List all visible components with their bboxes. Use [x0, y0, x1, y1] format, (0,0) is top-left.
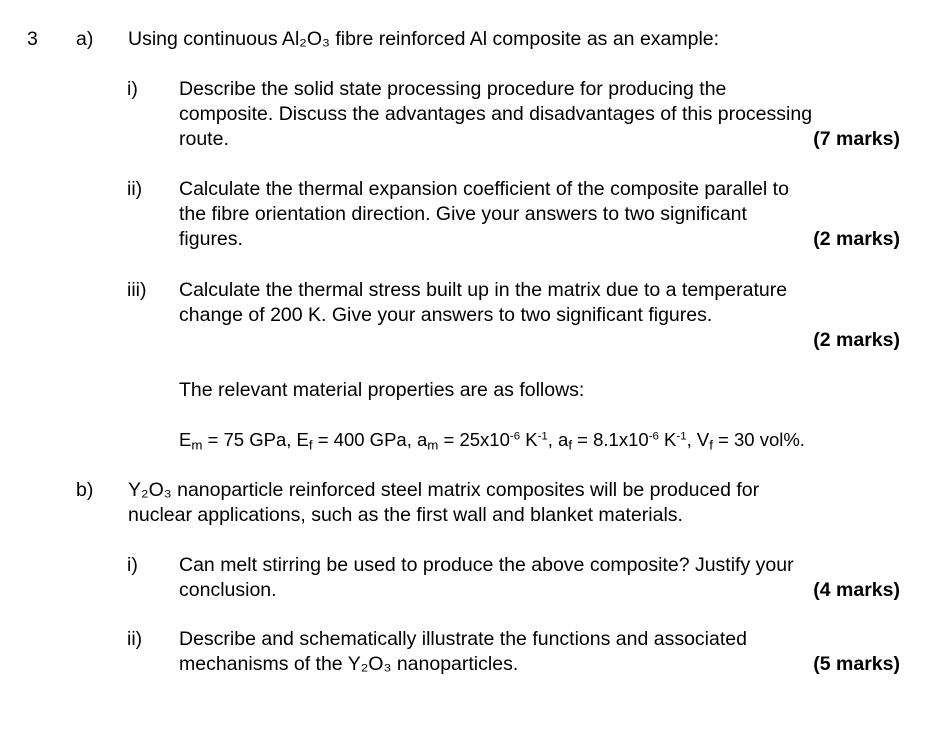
part-b-ii-line-1: Describe and schematically illustrate the functions and associated: [179, 628, 747, 650]
question-number: 3: [27, 28, 38, 50]
part-a-ii-line-2: the fibre orientation direction. Give your answers to two significant: [179, 203, 747, 225]
part-a-iii-line-2: change of 200 K. Give your answers to two significant figures.: [179, 304, 713, 326]
vf-value: = 30 vol%.: [712, 429, 805, 450]
part-a-i-line-1: Describe the solid state processing procedure for producing the: [179, 78, 727, 100]
af-subscript: f: [568, 437, 573, 453]
em-symbol: E: [179, 429, 192, 450]
ef-value: = 400 GPa,: [312, 429, 417, 450]
af-unit: K: [658, 429, 677, 450]
part-b-label: b): [76, 479, 94, 501]
vf-subscript: f: [709, 437, 713, 453]
am-symbol: a: [416, 429, 428, 450]
part-a-iii-label: iii): [127, 279, 147, 301]
am-value: = 25x10: [438, 429, 510, 450]
vf-symbol: V: [696, 429, 710, 450]
am-exponent: -6: [509, 430, 521, 443]
material-properties: [179, 428, 805, 453]
part-b-i-line-2: conclusion.: [179, 579, 277, 601]
part-a-label: a): [76, 28, 94, 50]
part-a-ii-line-3: figures.: [179, 228, 243, 250]
part-a-intro: Using continuous Al₂O₃ fibre reinforced Al composite as an example:: [128, 28, 720, 50]
am-subscript: m: [427, 437, 439, 453]
part-a-ii-label: ii): [127, 178, 143, 200]
separator-1: ,: [547, 429, 559, 450]
part-a-i-label: i): [127, 78, 138, 100]
part-b-intro-line-1: Y₂O₃ nanoparticle reinforced steel matrix composites will be produced for: [128, 479, 760, 501]
af-exponent: -6: [648, 430, 659, 443]
af-value: = 8.1x10: [572, 429, 649, 450]
em-subscript: m: [191, 437, 203, 453]
part-a-iii-line-1: Calculate the thermal stress built up in the matrix due to a temperature: [179, 279, 788, 301]
em-value: = 75 GPa,: [202, 429, 297, 450]
ef-subscript: f: [308, 437, 313, 453]
am-unit-exponent: -1: [537, 430, 548, 443]
part-b-ii-marks: (5 marks): [813, 653, 900, 675]
part-a-i-line-2: composite. Discuss the advantages and disadvantages of this processing: [179, 103, 813, 125]
separator-2: ,: [686, 429, 697, 450]
part-b-i-line-1: Can melt stirring be used to produce the above composite? Justify your: [179, 554, 794, 576]
part-a-iii-marks: (2 marks): [813, 329, 900, 351]
af-symbol: a: [558, 429, 569, 450]
af-unit-exponent: -1: [676, 430, 687, 443]
properties-intro: The relevant material properties are as follows:: [179, 379, 585, 401]
part-b-ii-label: ii): [127, 628, 143, 650]
part-b-i-label: i): [127, 554, 138, 576]
part-a-ii-line-1: Calculate the thermal expansion coefficient of the composite parallel to: [179, 178, 789, 200]
part-b-i-marks: (4 marks): [813, 579, 900, 601]
part-b-intro-line-2: nuclear applications, such as the first wall and blanket materials.: [128, 504, 683, 526]
ef-symbol: E: [296, 429, 309, 450]
part-b-ii-line-2: mechanisms of the Y₂O₃ nanoparticles.: [179, 653, 519, 675]
part-a-i-line-3: route.: [179, 128, 229, 150]
part-a-ii-marks: (2 marks): [813, 228, 900, 250]
am-unit: K: [520, 429, 538, 450]
part-a-i-marks: (7 marks): [813, 128, 900, 150]
